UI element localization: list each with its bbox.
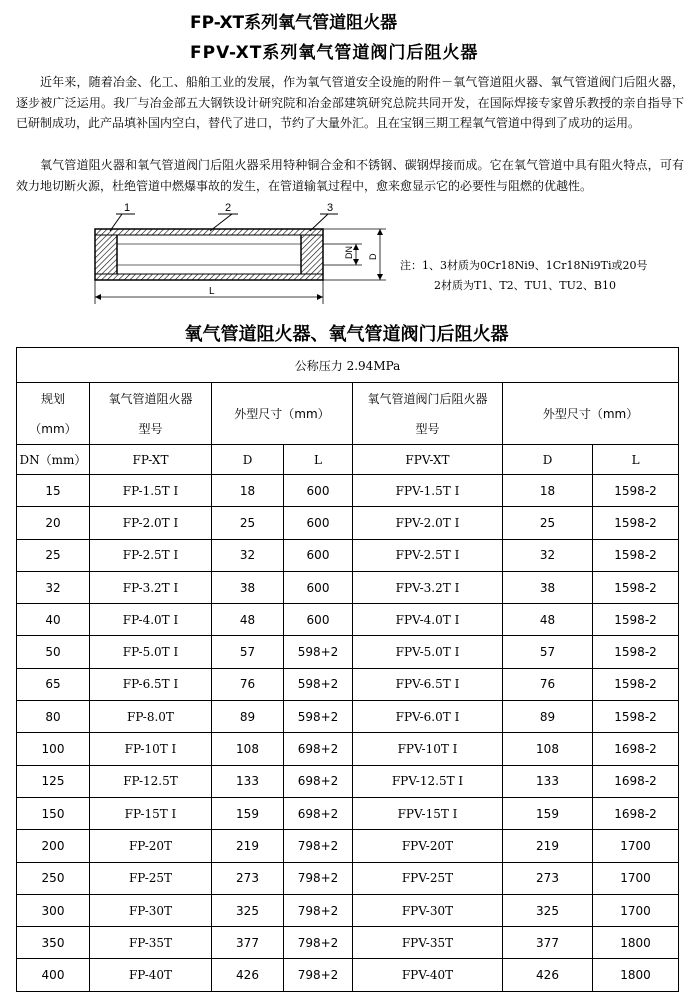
cell-dn: 15	[17, 475, 90, 507]
cell-dn: 50	[17, 636, 90, 668]
cell-fp: FP-35T	[90, 927, 212, 959]
cell-l2: 1598-2	[593, 701, 679, 733]
table-row	[17, 862, 679, 894]
cell-l2: 1598-2	[593, 604, 679, 636]
table-title: 氧气管道阻火器、氧气管道阀门后阻火器	[184, 324, 509, 345]
cell-d1: 48	[212, 604, 284, 636]
cell-l1: 798+2	[284, 959, 353, 991]
cell-d1: 377	[212, 927, 284, 959]
cell-l1: 698+2	[284, 765, 353, 797]
cell-fp: FP-1.5T I	[90, 475, 212, 507]
cell-l2: 1598-2	[593, 507, 679, 539]
cell-d1: 32	[212, 539, 284, 571]
cell-fp: FP-6.5T I	[90, 668, 212, 700]
cell-d2: 76	[503, 668, 593, 700]
cell-dn: 250	[17, 862, 90, 894]
cell-l2: 1700	[593, 862, 679, 894]
cell-dn: 400	[17, 959, 90, 991]
cell-fpv: FPV-25T	[353, 862, 503, 894]
cell-d2: 57	[503, 636, 593, 668]
cell-fpv: FPV-35T	[353, 927, 503, 959]
spec-header-line1: 规划	[40, 391, 65, 406]
cell-l1: 600	[284, 604, 353, 636]
spec-header-line2: （mm）	[29, 421, 77, 436]
cell-fp: FP-5.0T I	[90, 636, 212, 668]
table-row	[17, 959, 679, 991]
fpv-header-line1: 氧气管道阀门后阻火器	[367, 391, 488, 406]
cell-fp: FP-4.0T I	[90, 604, 212, 636]
cell-l1: 798+2	[284, 894, 353, 926]
cell-d1: 108	[212, 733, 284, 765]
sub-d1: D	[212, 445, 284, 475]
table-row	[17, 636, 679, 668]
end-fitting-left	[95, 235, 117, 274]
fp-model-header	[90, 383, 212, 445]
cell-dn: 300	[17, 894, 90, 926]
sub-d2: D	[503, 445, 593, 475]
cell-fpv: FPV-2.5T I	[353, 539, 503, 571]
cell-fp: FP-2.0T I	[90, 507, 212, 539]
callout-3: 3	[327, 202, 334, 214]
table-row	[17, 765, 679, 797]
table-row	[17, 668, 679, 700]
callout-2: 2	[225, 202, 232, 214]
cell-l1: 798+2	[284, 830, 353, 862]
cell-fpv: FPV-5.0T I	[353, 636, 503, 668]
cell-fp: FP-20T	[90, 830, 212, 862]
cell-l1: 698+2	[284, 797, 353, 829]
cell-fpv: FPV-15T I	[353, 797, 503, 829]
cell-l2: 1698-2	[593, 733, 679, 765]
fpv-model-header	[353, 383, 503, 445]
cell-dn: 350	[17, 927, 90, 959]
cell-d1: 426	[212, 959, 284, 991]
table-row	[17, 927, 679, 959]
cell-d1: 18	[212, 475, 284, 507]
cell-fpv: FPV-10T I	[353, 733, 503, 765]
cell-d2: 32	[503, 539, 593, 571]
cell-l1: 600	[284, 475, 353, 507]
cell-dn: 100	[17, 733, 90, 765]
cell-l2: 1598-2	[593, 571, 679, 603]
cell-dn: 125	[17, 765, 90, 797]
cell-d2: 133	[503, 765, 593, 797]
cell-fp: FP-30T	[90, 894, 212, 926]
table-row	[17, 797, 679, 829]
sub-l2: L	[593, 445, 679, 475]
cell-l2: 1598-2	[593, 636, 679, 668]
sub-l1: L	[284, 445, 353, 475]
cell-fpv: FPV-12.5T I	[353, 765, 503, 797]
cell-d2: 48	[503, 604, 593, 636]
cell-dn: 80	[17, 701, 90, 733]
cell-fpv: FPV-6.5T I	[353, 668, 503, 700]
cell-l2: 1700	[593, 830, 679, 862]
cell-l2: 1598-2	[593, 539, 679, 571]
table-row	[17, 539, 679, 571]
d-label: D	[368, 253, 378, 260]
cell-dn: 40	[17, 604, 90, 636]
intro-paragraph-2: 氧气管道阻火器和氧气管道阀门后阻火器采用特种铜合金和不锈钢、碳钢焊接而成。它在氧气管道中具有阻火特点，可有效力地切断火源，杜绝管道中燃爆事故的发生，在管道输氧过程中，愈来愈显示它的必要性与阻燃的优越性。	[16, 158, 684, 193]
cell-l1: 698+2	[284, 733, 353, 765]
cell-l2: 1698-2	[593, 765, 679, 797]
table-row	[17, 701, 679, 733]
cell-l2: 1800	[593, 927, 679, 959]
cell-l1: 598+2	[284, 636, 353, 668]
cell-l1: 598+2	[284, 668, 353, 700]
cell-fp: FP-40T	[90, 959, 212, 991]
cell-fp: FP-12.5T	[90, 765, 212, 797]
cell-d2: 219	[503, 830, 593, 862]
pipe-wall-top	[95, 229, 323, 235]
cell-l1: 598+2	[284, 701, 353, 733]
cell-d1: 38	[212, 571, 284, 603]
cell-d2: 38	[503, 571, 593, 603]
cell-d1: 57	[212, 636, 284, 668]
cell-fpv: FPV-3.2T I	[353, 571, 503, 603]
sub-dn: DN（mm）	[17, 445, 90, 475]
cell-fp: FP-25T	[90, 862, 212, 894]
intro-paragraph-1: 近年来，随着冶金、化工、船舶工业的发展，作为氧气管道安全设施的附件－氧气管道阻火器、氧气管道阀门后阻火器，逐步被广泛运用。我厂与冶金部五大钢铁设计研究院和冶金部建筑研究总院共同开发，在国际焊接专家曾乐教授的亲自指导下已研制成功，此产品填补国内空白，替代了进口，节约了大量外汇。且在宝钢三期工程氧气管道中得到了成功的运用。	[16, 75, 684, 130]
cell-fpv: FPV-6.0T I	[353, 701, 503, 733]
cell-d1: 159	[212, 797, 284, 829]
cell-d2: 273	[503, 862, 593, 894]
table-row	[17, 571, 679, 603]
material-note-line1: 注：1、3材质为0Cr18Ni9、1Cr18Ni9Ti或20号	[400, 259, 648, 272]
sub-fp: FP-XT	[90, 445, 212, 475]
cell-d1: 89	[212, 701, 284, 733]
fpv-dims-header: 外型尺寸（mm）	[503, 383, 679, 445]
cell-dn: 20	[17, 507, 90, 539]
cell-d1: 219	[212, 830, 284, 862]
cell-l2: 1800	[593, 959, 679, 991]
cell-fp: FP-3.2T I	[90, 571, 212, 603]
callout-1: 1	[124, 202, 131, 214]
material-note-line2: 2材质为T1、T2、TU1、TU2、B10	[434, 279, 616, 292]
document-title-line1: FP-XT系列氧气管道阻火器	[190, 13, 398, 33]
cell-l1: 600	[284, 539, 353, 571]
cell-l2: 1598-2	[593, 668, 679, 700]
l-label: L	[209, 286, 215, 297]
cell-l1: 600	[284, 571, 353, 603]
cell-fp: FP-8.0T	[90, 701, 212, 733]
cell-l1: 798+2	[284, 862, 353, 894]
document-title-line2: FPV-XT系列氧气管道阀门后阻火器	[190, 43, 479, 63]
pipe-outline	[95, 229, 323, 280]
cell-d1: 76	[212, 668, 284, 700]
cell-fpv: FPV-2.0T I	[353, 507, 503, 539]
cell-dn: 200	[17, 830, 90, 862]
cell-d2: 108	[503, 733, 593, 765]
cell-d2: 18	[503, 475, 593, 507]
cell-d2: 426	[503, 959, 593, 991]
table-row	[17, 733, 679, 765]
cell-d2: 325	[503, 894, 593, 926]
pipe-wall-bottom	[95, 274, 323, 280]
spec-table	[16, 347, 679, 992]
cell-dn: 65	[17, 668, 90, 700]
fp-dims-header: 外型尺寸（mm）	[212, 383, 353, 445]
table-row	[17, 830, 679, 862]
dn-label: DN	[344, 246, 354, 259]
sub-fpv: FPV-XT	[353, 445, 503, 475]
cell-fp: FP-15T I	[90, 797, 212, 829]
cell-dn: 32	[17, 571, 90, 603]
cell-dn: 150	[17, 797, 90, 829]
table-row	[17, 604, 679, 636]
cell-l1: 798+2	[284, 927, 353, 959]
cell-fpv: FPV-40T	[353, 959, 503, 991]
spec-header	[17, 383, 90, 445]
cell-fp: FP-2.5T I	[90, 539, 212, 571]
pressure-header: 公称压力 2.94MPa	[17, 348, 679, 383]
cell-fpv: FPV-4.0T I	[353, 604, 503, 636]
table-row	[17, 507, 679, 539]
cell-d1: 325	[212, 894, 284, 926]
cell-d2: 377	[503, 927, 593, 959]
fpv-header-line2: 型号	[415, 421, 440, 436]
cell-fpv: FPV-30T	[353, 894, 503, 926]
cell-l1: 600	[284, 507, 353, 539]
cell-d2: 159	[503, 797, 593, 829]
cell-d1: 273	[212, 862, 284, 894]
cell-fpv: FPV-20T	[353, 830, 503, 862]
cell-fp: FP-10T I	[90, 733, 212, 765]
cell-l2: 1698-2	[593, 797, 679, 829]
table-body	[17, 475, 679, 992]
table-row	[17, 894, 679, 926]
cell-d2: 25	[503, 507, 593, 539]
end-fitting-right	[301, 235, 323, 274]
cell-l2: 1598-2	[593, 475, 679, 507]
cell-fpv: FPV-1.5T I	[353, 475, 503, 507]
cell-dn: 25	[17, 539, 90, 571]
cell-d2: 89	[503, 701, 593, 733]
table-row	[17, 475, 679, 507]
cell-d1: 133	[212, 765, 284, 797]
fp-header-line2: 型号	[138, 421, 163, 436]
fp-header-line1: 氧气管道阻火器	[108, 391, 193, 406]
cell-d1: 25	[212, 507, 284, 539]
cell-l2: 1700	[593, 894, 679, 926]
